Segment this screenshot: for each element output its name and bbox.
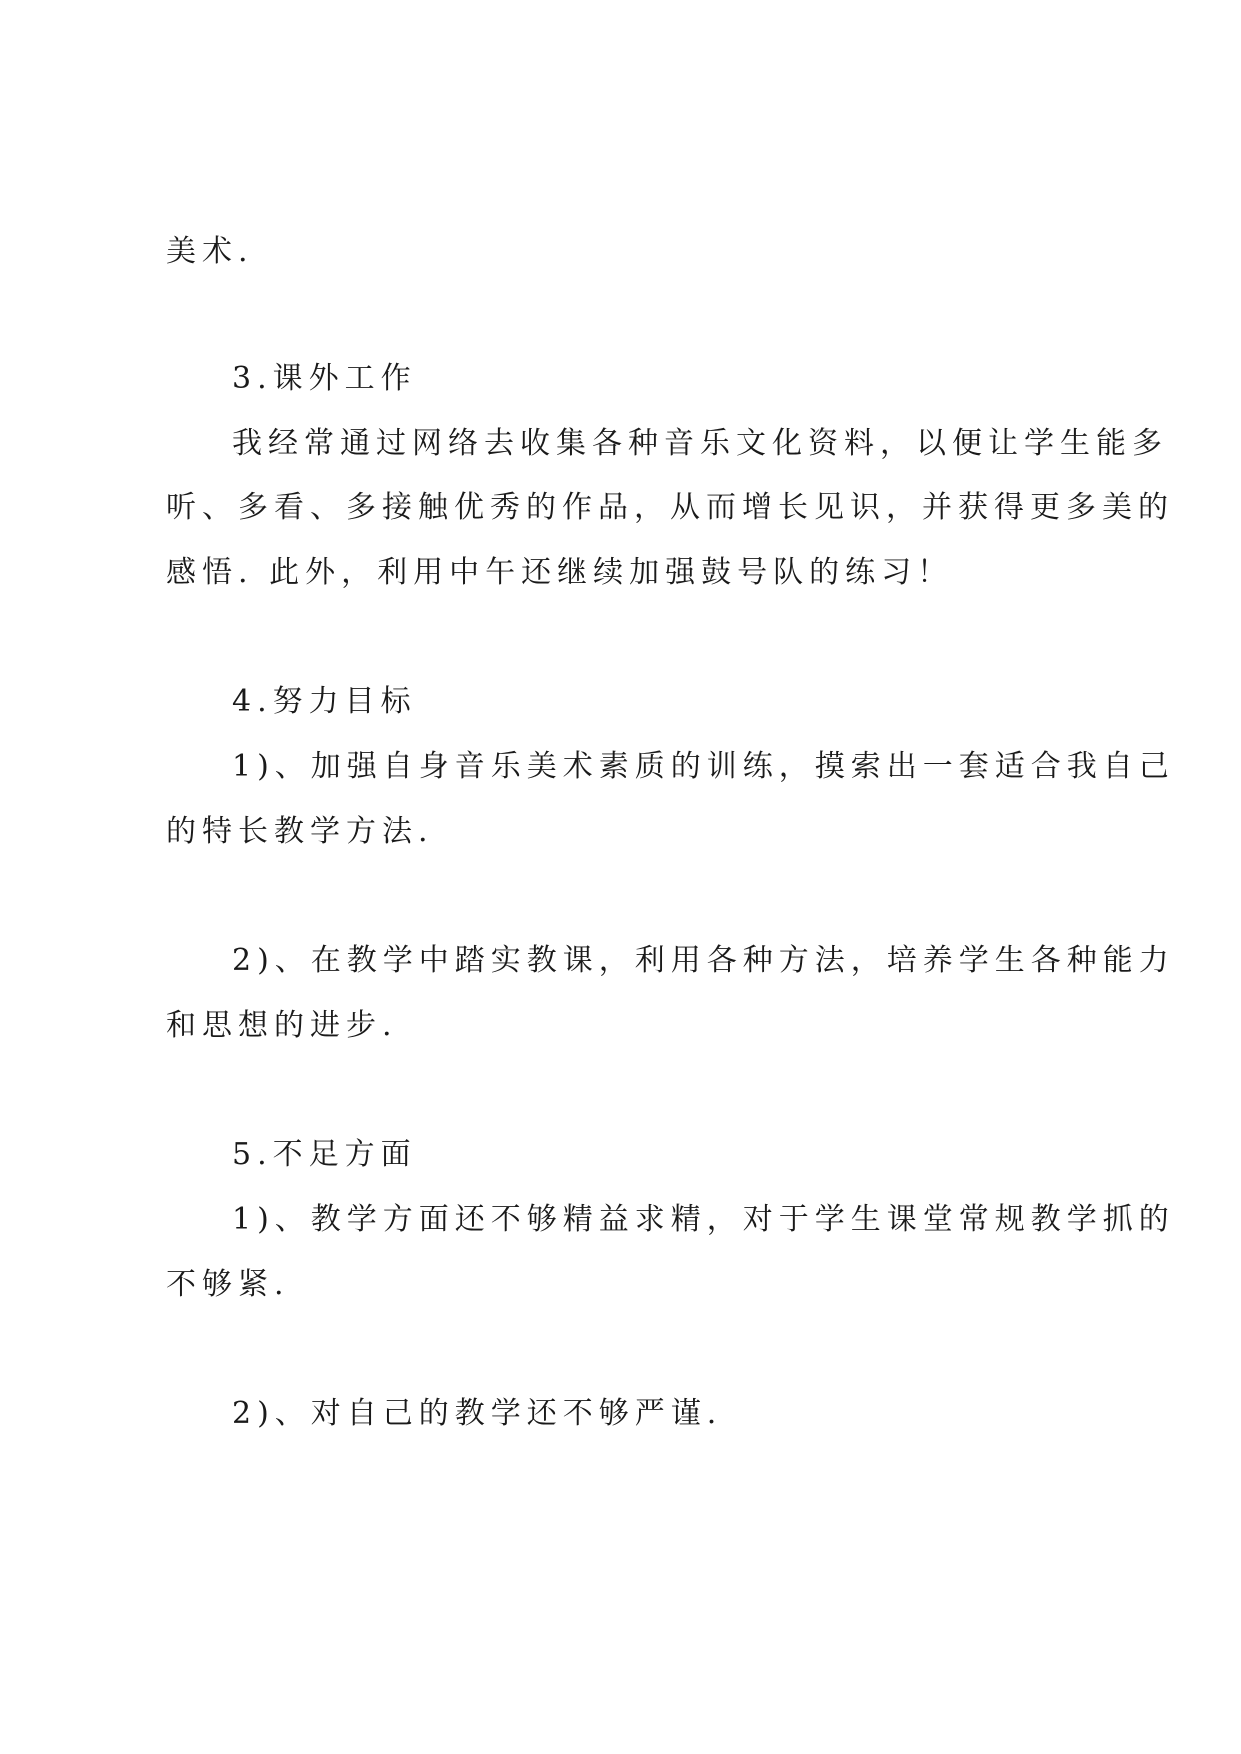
paragraph-line: 不够紧. [166, 1267, 290, 1302]
paragraph-line: 美术. [166, 234, 254, 269]
paragraph-line: 和思想的进步. [166, 1008, 398, 1043]
paragraph-line: 2)、对自己的教学还不够严谨. [232, 1396, 723, 1431]
paragraph-line: 感悟. 此外，利用中午还继续加强鼓号队的练习！ [166, 555, 954, 590]
paragraph-line: 的特长教学方法. [166, 814, 434, 849]
paragraph-line: 听、多看、多接触优秀的作品，从而增长见识，并获得更多美的 [166, 490, 1174, 525]
paragraph-line: 我经常通过网络去收集各种音乐文化资料，以便让学生能多 [232, 426, 1168, 461]
paragraph-line: 1)、加强自身音乐美术素质的训练，摸索出一套适合我自己 [232, 749, 1175, 784]
section-heading: 3.课外工作 [232, 361, 417, 396]
paragraph-line: 1)、教学方面还不够精益求精，对于学生课堂常规教学抓的 [232, 1202, 1175, 1237]
section-heading: 4.努力目标 [232, 684, 417, 719]
section-heading: 5.不足方面 [232, 1137, 417, 1172]
paragraph-line: 2)、在教学中踏实教课，利用各种方法，培养学生各种能力 [232, 943, 1175, 978]
